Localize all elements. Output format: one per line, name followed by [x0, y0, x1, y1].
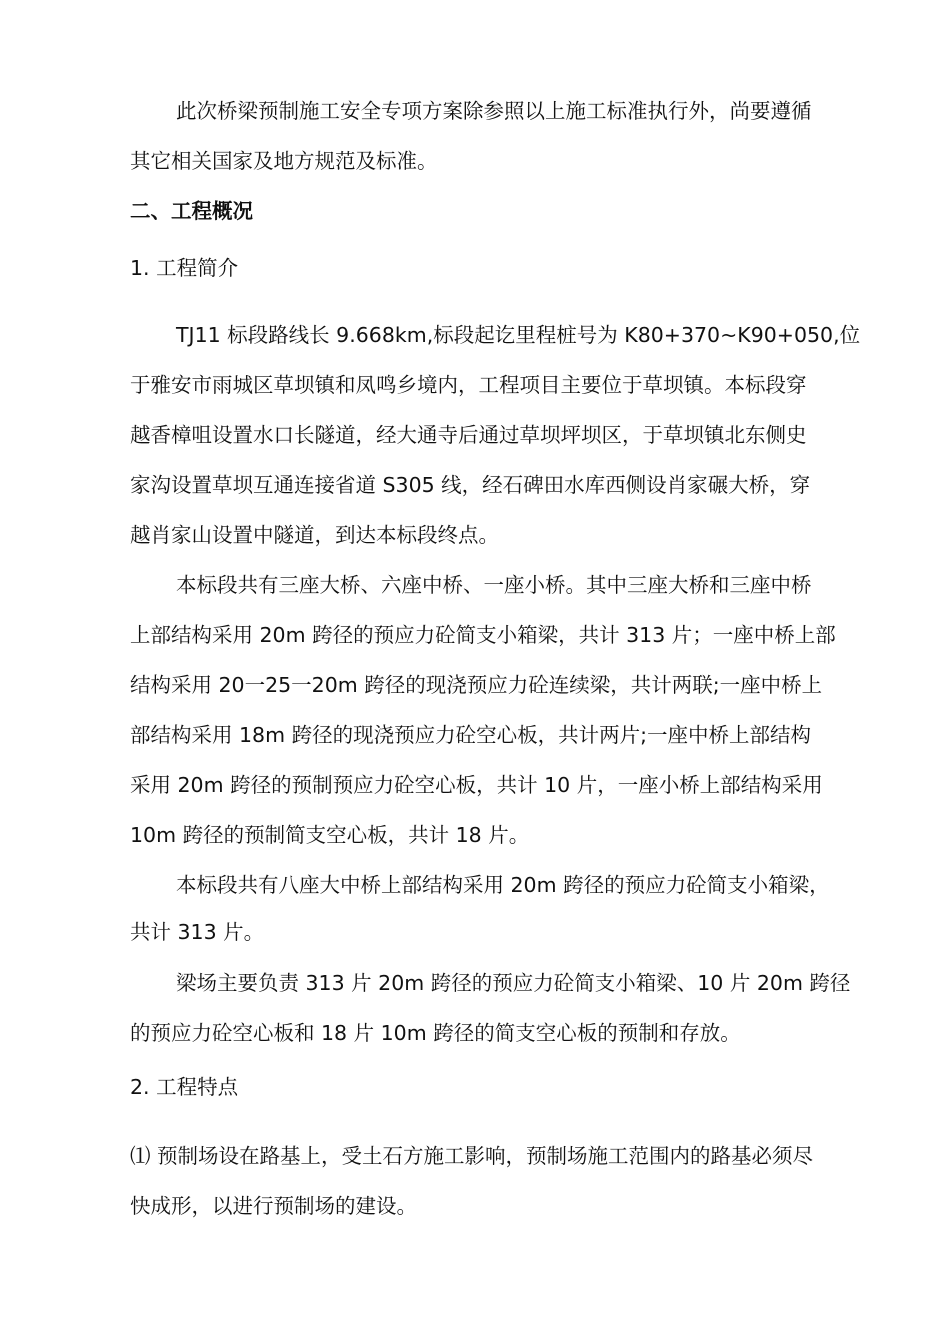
- paragraph-line: 梁场主要负责 313 片 20m 跨径的预应力砼简支小箱梁、10 片 20m 跨径: [176, 971, 851, 995]
- paragraph-line: 结构采用 20一25一20m 跨径的现浇预应力砼连续梁，共计两联;一座中桥上: [130, 673, 823, 697]
- paragraph-line: 10m 跨径的预制简支空心板，共计 18 片。: [130, 823, 530, 847]
- paragraph-line: 越香樟咀设置水口长隧道，经大通寺后通过草坝坪坝区，于草坝镇北东侧史: [130, 423, 807, 447]
- list-item-line: 快成形，以进行预制场的建设。: [130, 1194, 417, 1218]
- paragraph-line: 部结构采用 18m 跨径的现浇预应力砼空心板，共计两片;一座中桥上部结构: [130, 723, 811, 747]
- paragraph-line: 于雅安市雨城区草坝镇和凤鸣乡境内，工程项目主要位于草坝镇。本标段穿: [130, 373, 807, 397]
- paragraph-line: 越肖家山设置中隧道，到达本标段终点。: [130, 523, 499, 547]
- subsection-heading-features: 2. 工程特点: [130, 1075, 239, 1099]
- paragraph-line: 共计 313 片。: [130, 920, 265, 944]
- paragraph-line: 本标段共有八座大中桥上部结构采用 20m 跨径的预应力砼简支小箱梁，: [176, 873, 830, 897]
- intro-line-1: 此次桥梁预制施工安全专项方案除参照以上施工标准执行外，尚要遵循: [176, 99, 812, 123]
- subsection-heading-overview: 1. 工程简介: [130, 256, 239, 280]
- paragraph-line: 的预应力砼空心板和 18 片 10m 跨径的简支空心板的预制和存放。: [130, 1021, 741, 1045]
- paragraph-line: 本标段共有三座大桥、六座中桥、一座小桥。其中三座大桥和三座中桥: [176, 573, 812, 597]
- paragraph-line: 采用 20m 跨径的预制预应力砼空心板，共计 10 片，一座小桥上部结构采用: [130, 773, 823, 797]
- section-heading: 二、工程概况: [130, 199, 253, 223]
- paragraph-line: 上部结构采用 20m 跨径的预应力砼简支小箱梁，共计 313 片；一座中桥上部: [130, 623, 836, 647]
- intro-line-2: 其它相关国家及地方规范及标准。: [130, 149, 438, 173]
- paragraph-line: TJ11 标段路线长 9.668km,标段起讫里程桩号为 K80+370~K90+050,位: [176, 323, 861, 347]
- list-item-line: ⑴ 预制场设在路基上，受土石方施工影响，预制场施工范围内的路基必须尽: [130, 1144, 814, 1168]
- paragraph-line: 家沟设置草坝互通连接省道 S305 线，经石碑田水库西侧设肖家碾大桥，穿: [130, 473, 811, 497]
